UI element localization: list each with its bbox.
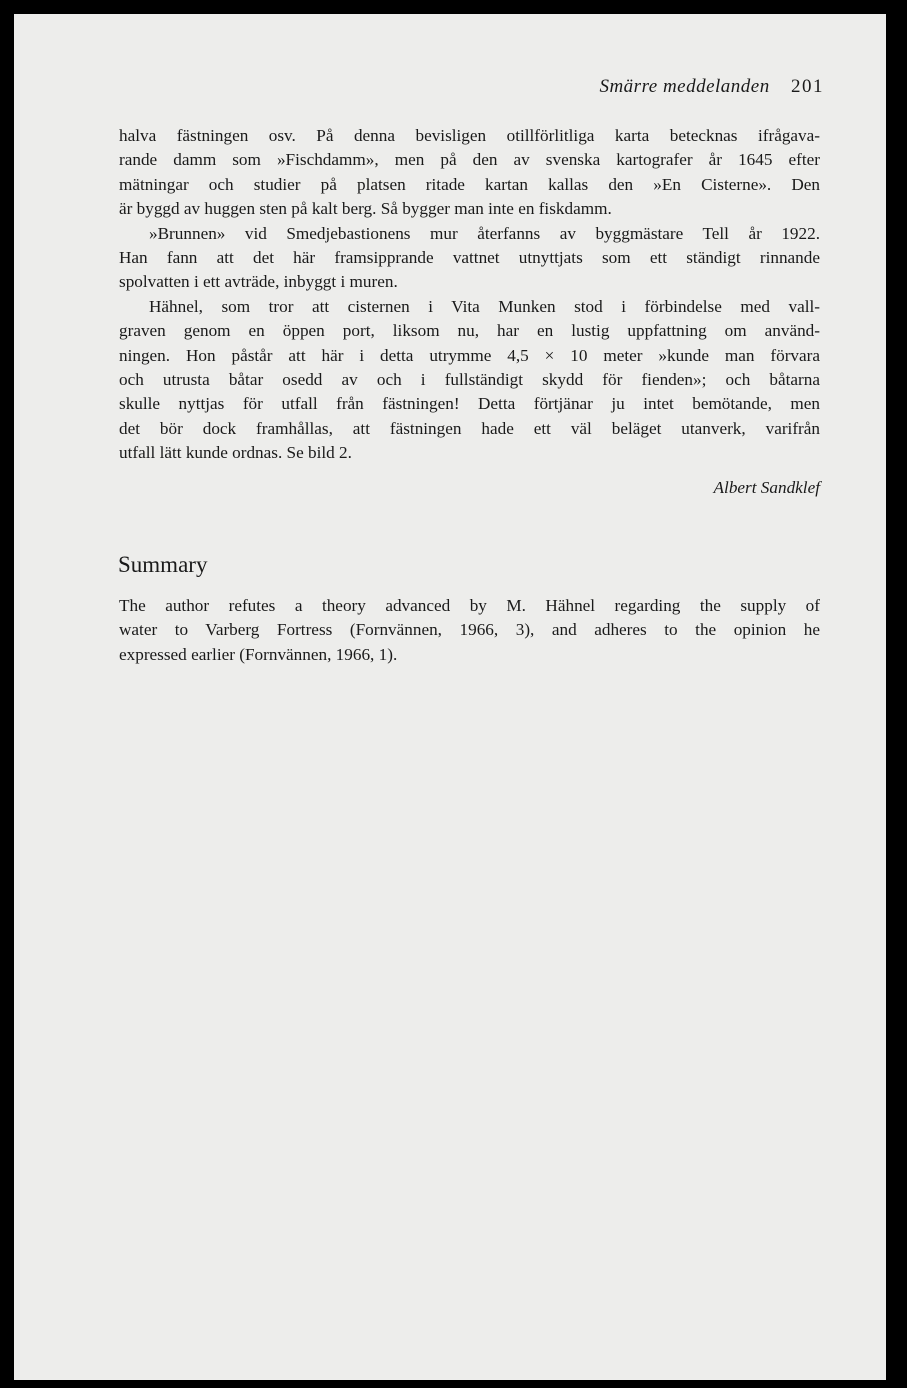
text-line: graven genom en öppen port, liksom nu, har en lustig uppfattning om använd- (119, 321, 820, 341)
paragraph-1 (119, 124, 820, 222)
text-line: Han fann att det här framsipprande vattnet utnyttjats som ett ständigt rinnande (119, 248, 820, 268)
text-line: ningen. Hon påstår att här i detta utrymme 4,5 × 10 meter »kunde man förvara (119, 345, 820, 365)
text-line: »Brunnen» vid Smedjebastionens mur återfanns av byggmästare Tell år 1922. (149, 223, 820, 243)
page-number: 201 (791, 76, 824, 97)
summary-heading: Summary (118, 552, 208, 577)
author-signature: Albert Sandklef (713, 477, 820, 497)
text-line: mätningar och studier på platsen ritade kartan kallas den »En Cisterne». Den (119, 174, 820, 194)
text-line: och utrusta båtar osedd av och i fullständigt skydd för fienden»; och båtarna (119, 370, 820, 390)
page (14, 14, 886, 1380)
text-line: spolvatten i ett avträde, inbyggt i muren. (119, 272, 398, 292)
text-line: Hähnel, som tror att cisternen i Vita Munken stod i förbindelse med vall- (149, 296, 820, 316)
section-title: Smärre meddelanden (599, 76, 770, 97)
text-line: water to Varberg Fortress (Fornvännen, 1966, 3), and adheres to the opinion he (119, 620, 820, 640)
article-body (119, 124, 820, 500)
summary-paragraph (119, 594, 820, 667)
text-line: halva fästningen osv. På denna bevisligen otillförlitliga karta betecknas ifrågava- (119, 126, 820, 145)
text-line: det bör dock framhållas, att fästningen hade ett väl beläget utanverk, varifrån (119, 418, 820, 438)
text-line: expressed earlier (Fornvännen, 1966, 1). (119, 644, 398, 664)
summary-body (119, 594, 820, 667)
paragraph-2 (119, 222, 820, 295)
text-line: utfall lätt kunde ordnas. Se bild 2. (119, 443, 352, 463)
text-line: skulle nyttjas för utfall från fästningen! Detta förtjänar ju intet bemötande, men (119, 394, 820, 414)
paragraph-3 (119, 295, 820, 466)
text-line: The author refutes a theory advanced by M. Hähnel regarding the supply of (119, 596, 820, 615)
text-line: är byggd av huggen sten på kalt berg. Så bygger man inte en fiskdamm. (119, 199, 612, 219)
text-line: rande damm som »Fischdamm», men på den av svenska kartografer år 1645 efter (119, 150, 820, 170)
running-header (599, 76, 824, 98)
